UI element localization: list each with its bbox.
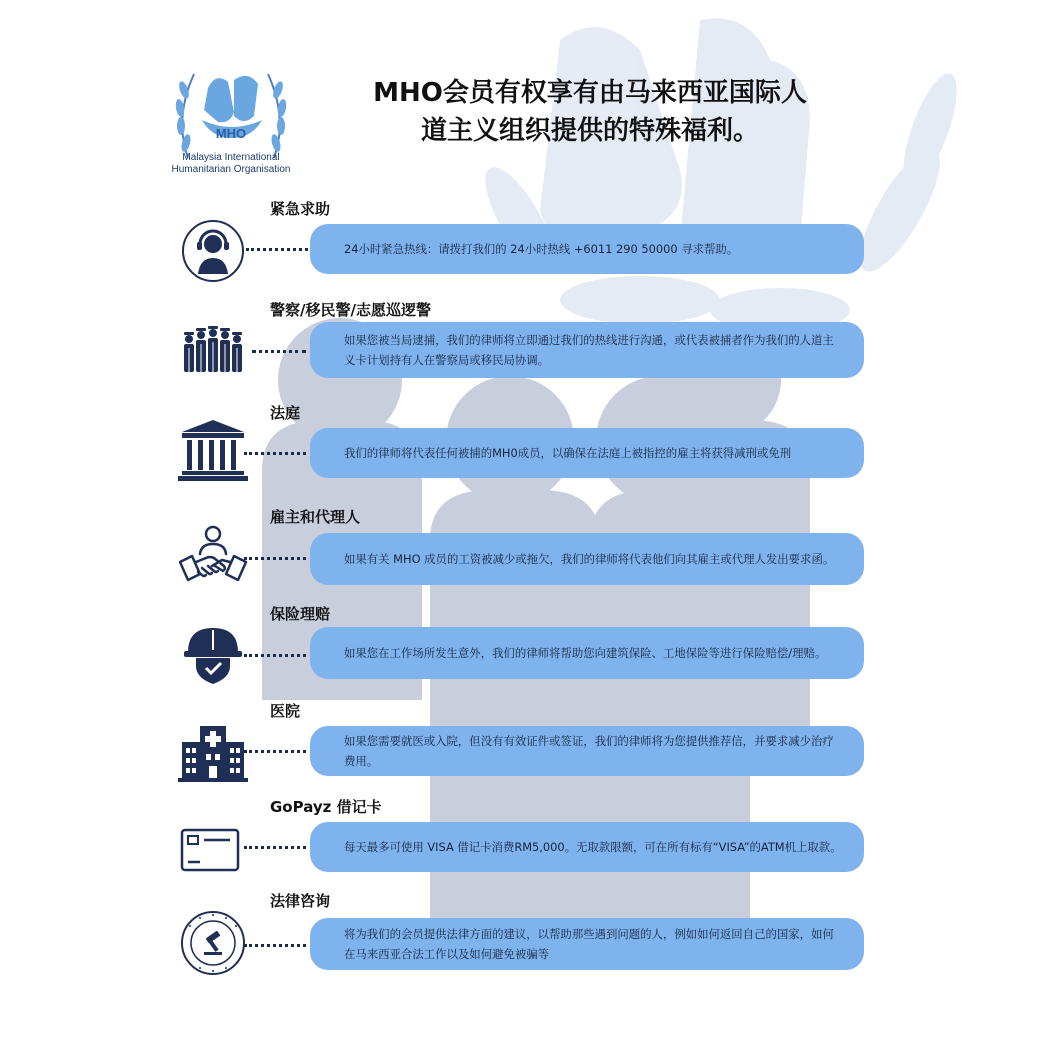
benefit-text: 将为我们的会员提供法律方面的建议，以帮助那些遇到问题的人，例如如何返回自己的国家，如何在马来西亚合法工作以及如何避免被骗等 xyxy=(344,927,834,961)
benefit-heading-hospital: 医院 xyxy=(270,702,301,720)
benefit-text: 24小时紧急热线：请拨打我们的 24小时热线 +6011 290 50000 寻求帮助。 xyxy=(344,242,739,256)
logo-text: MHO xyxy=(215,126,247,141)
benefit-text: 我们的律师将代表任何被捕的MH0成员，以确保在法庭上被指控的雇主将获得减刑或免刑 xyxy=(344,446,792,460)
benefit-text: 如果您被当局逮捕，我们的律师将立即通过我们的热线进行沟通，或代表被捕者作为我们的人道主义卡计划持有人在警察局或移民局协调。 xyxy=(344,333,834,367)
safety-helmet-shield-icon xyxy=(178,622,248,688)
benefit-text-box xyxy=(310,627,864,679)
benefit-heading-legal-advice: 法律咨询 xyxy=(270,892,331,910)
connector-dots xyxy=(244,654,306,657)
hospital-icon xyxy=(178,720,248,786)
benefit-heading-employer: 雇主和代理人 xyxy=(270,508,361,526)
connector-dots xyxy=(244,944,306,947)
benefit-heading-emergency: 紧急求助 xyxy=(270,200,331,218)
courthouse-icon xyxy=(178,418,248,484)
connector-dots xyxy=(244,557,306,560)
benefit-heading-police: 警察/移民警/志愿巡逻警 xyxy=(270,301,431,319)
benefit-heading-insurance: 保险理赔 xyxy=(270,605,331,623)
call-center-agent-icon xyxy=(178,218,248,284)
benefit-text-box xyxy=(310,428,864,478)
connector-dots xyxy=(244,452,306,455)
law-and-justice-seal-icon xyxy=(178,910,248,976)
page-title: MHO会员有权享有由马来西亚国际人 道主义组织提供的特殊福利。 xyxy=(373,78,807,146)
handshake-icon xyxy=(178,522,248,588)
benefit-text: 如果您在工作场所发生意外，我们的律师将帮助您向建筑保险、工地保险等进行保险赔偿/理赔。 xyxy=(344,646,827,660)
benefit-text: 如果您需要就医或入院，但没有有效证件或签证，我们的律师将为您提供推荐信，并要求减少治疗费用。 xyxy=(344,734,834,768)
benefit-text-box xyxy=(310,918,864,970)
benefit-text: 每天最多可使用 VISA 借记卡消费RM5,000。无取款限额，可在所有标有“VISA”的ATM机上取款。 xyxy=(344,840,842,854)
benefit-text-box xyxy=(310,822,864,872)
benefit-text-box xyxy=(310,726,864,776)
connector-dots xyxy=(244,750,306,753)
connector-dots xyxy=(246,248,308,251)
benefit-text: 如果有关 MHO 成员的工资被减少或拖欠，我们的律师将代表他们向其雇主或代理人发出要求函。 xyxy=(344,552,835,566)
debit-card-icon xyxy=(178,818,248,884)
connector-dots xyxy=(244,846,306,849)
benefit-text-box xyxy=(310,224,864,274)
benefit-heading-court: 法庭 xyxy=(270,404,301,422)
organisation-name: Malaysia International Humanitarian Organisation xyxy=(171,152,291,175)
connector-dots xyxy=(252,350,306,353)
police-officers-icon xyxy=(178,318,248,384)
benefit-heading-debit-card: GoPayz 借记卡 xyxy=(270,798,382,816)
benefit-text-box xyxy=(310,533,864,585)
benefit-text-box xyxy=(310,322,864,378)
